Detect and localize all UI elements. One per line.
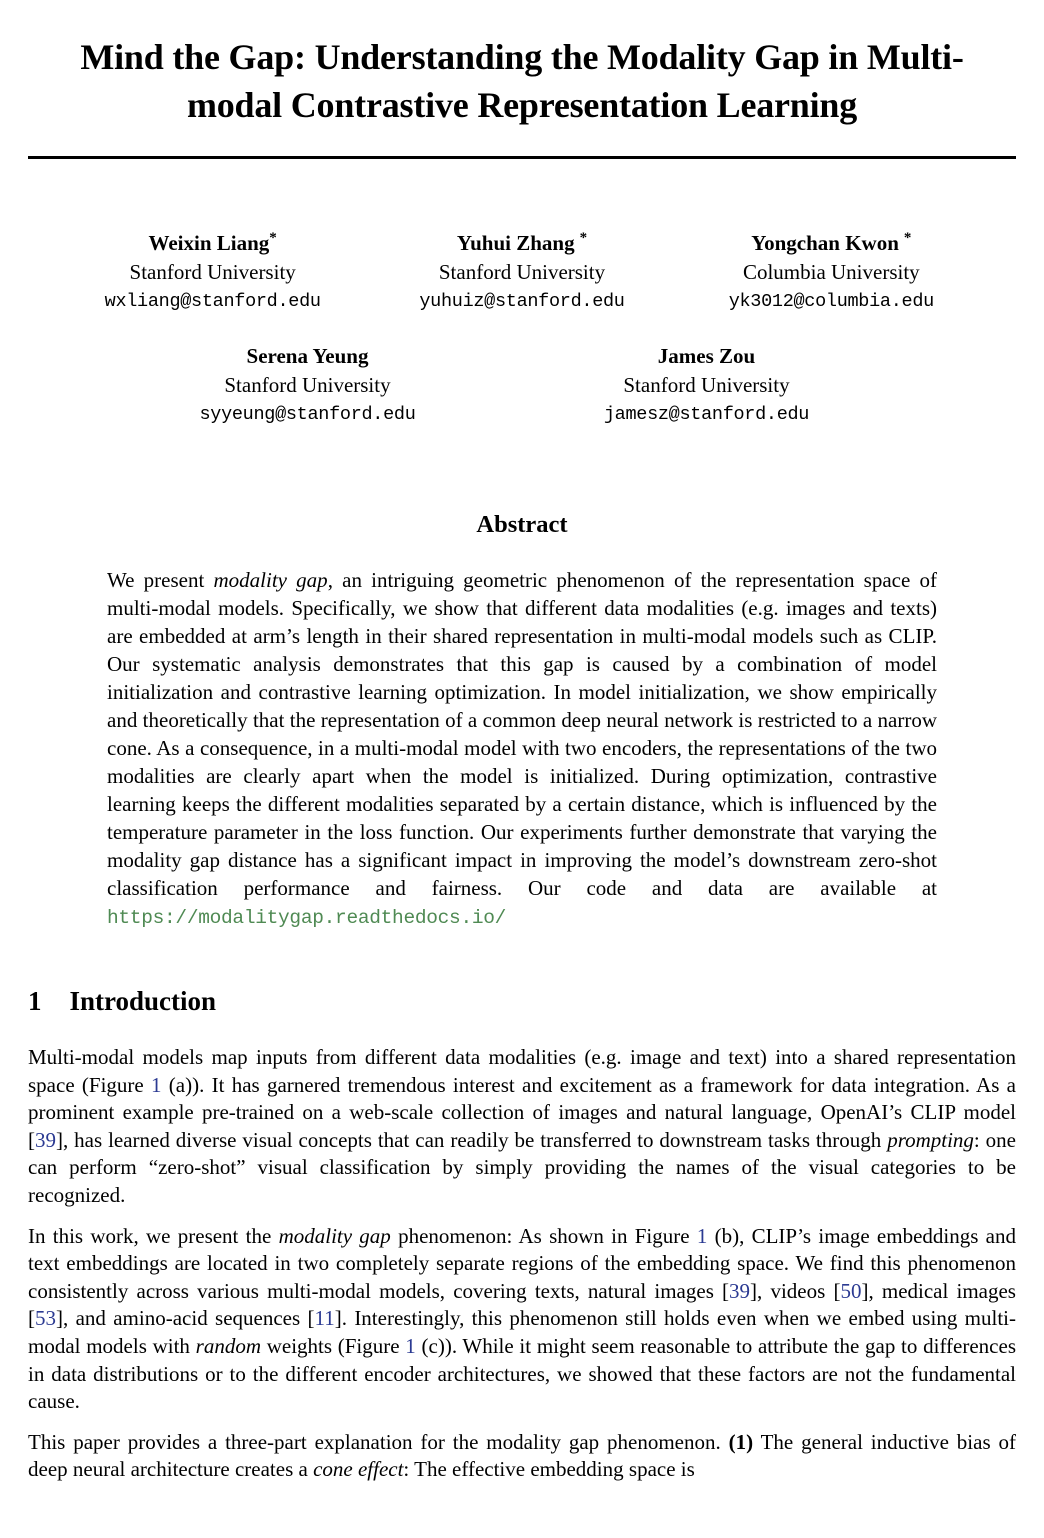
text-run: , an intriguing geometric phenomenon of the representation space of multi-modal models. Specifically, we show that different data modalities (e.g. images and texts) are embedded at arm’s length in their shared representation in multi-modal models such as CLIP. Our systematic analysis demonstrates that this gap is caused by a combination of model initialization and contrastive learning optimization. In model initialization, we show empirically and theoretically that the representation of a common deep neural network is restricted to a narrow cone. As a consequence, in a multi-modal model with two encoders, the representations of the two modalities are clearly apart when the model is initialized. During optimization, contrastive learning keeps the different modalities separated by a certain distance, which is influenced by the temperature parameter in the loss function. Our experiments further demonstrate that varying the modality gap distance has a significant impact in improving the model’s downstream zero-shot classification performance and fairness. Our code and data are available at <box>107 568 937 901</box>
citation-link[interactable]: 50 <box>840 1278 862 1303</box>
text-run: modality gap <box>213 568 328 593</box>
text-run: We present <box>107 568 214 593</box>
citation-link[interactable]: 39 <box>729 1278 751 1303</box>
author-name-text: Yuhui Zhang <box>456 231 575 256</box>
intro-paragraph-3 <box>28 1429 1016 1484</box>
text-run: : The effective embedding space is <box>403 1457 695 1482</box>
text-run: (1) <box>728 1429 754 1454</box>
author-email: yk3012@columbia.edu <box>728 291 934 313</box>
text-run: ], and amino-acid sequences [ <box>56 1306 315 1331</box>
author-affiliation: Stanford University <box>224 373 391 398</box>
author-affiliation: Stanford University <box>623 373 790 398</box>
text-run: The general inductive bias of deep neural architecture creates a <box>28 1429 1016 1482</box>
author-name-text: James Zou <box>657 344 756 369</box>
author-name <box>108 342 507 371</box>
author-footnote-mark: * <box>269 230 277 247</box>
author-name-text: Yongchan Kwon <box>751 231 899 256</box>
author-footnote-mark: * <box>903 230 912 247</box>
author-name-text: Serena Yeung <box>246 344 369 369</box>
author-block <box>677 229 986 316</box>
author-block <box>108 342 507 429</box>
section-number: 1 <box>28 986 42 1017</box>
author-block <box>58 229 367 316</box>
citation-link[interactable]: 53 <box>35 1306 56 1331</box>
text-run: weights (Figure <box>260 1333 406 1358</box>
text-run: cone effect <box>313 1457 404 1482</box>
section-heading-introduction <box>28 986 1016 1017</box>
author-name <box>58 229 367 258</box>
author-email: syyeung@stanford.edu <box>199 404 416 426</box>
authors-row-2 <box>28 342 1016 429</box>
text-run: : one can perform “zero-shot” visual classification by simply providing the names of the visual categories to be recognized. <box>28 1127 1017 1207</box>
text-run: Multi-modal models map inputs from different data modalities (e.g. image and text) into a shared representation space (Figure <box>28 1045 1016 1097</box>
text-run: modality gap <box>278 1223 391 1248</box>
text-run: random <box>195 1333 261 1358</box>
author-affiliation: Stanford University <box>129 260 296 285</box>
author-email: wxliang@stanford.edu <box>104 291 321 313</box>
author-affiliation: Stanford University <box>438 260 606 285</box>
author-footnote-mark: * <box>579 230 588 247</box>
author-block <box>367 229 676 316</box>
text-run: This paper provides a three-part explanation for the modality gap phenomenon. <box>28 1429 729 1454</box>
figure-ref[interactable]: 1 <box>696 1223 708 1248</box>
text-run: ], medical images [ <box>28 1278 1016 1331</box>
section-title: Introduction <box>69 986 217 1017</box>
figure-ref[interactable]: 1 <box>151 1072 162 1097</box>
author-block <box>507 342 906 429</box>
author-email: jamesz@stanford.edu <box>603 404 810 426</box>
text-run: ]. Interestingly, this phenomenon still holds even when we embed using multi-modal models with <box>28 1306 1016 1358</box>
paper-url[interactable]: https://modalitygap.readthedocs.io/ <box>107 907 507 930</box>
author-name <box>507 342 906 371</box>
text-run: (b), CLIP’s image embeddings and text embeddings are located in two completely separate regions of the embedding space. We find this phenomenon consistently across various multi-modal models, covering texts, natural images [ <box>28 1223 1016 1303</box>
abstract-heading: Abstract <box>476 511 568 539</box>
text-run: phenomenon: As shown in Figure <box>390 1223 697 1248</box>
author-name <box>367 229 676 258</box>
text-run: (a)). It has garnered tremendous interest and excitement as a framework for data integration. As a prominent example pre-trained on a web-scale collection of images and natural language, OpenAI’s CLIP model [ <box>28 1072 1016 1152</box>
text-run: In this work, we present the <box>28 1223 279 1248</box>
abstract-body <box>107 566 937 932</box>
figure-ref[interactable]: 1 <box>405 1333 416 1358</box>
author-affiliation: Columbia University <box>742 260 920 285</box>
citation-link[interactable]: 39 <box>35 1127 56 1152</box>
text-run: ], has learned diverse visual concepts that can readily be transferred to downstream tasks through <box>56 1127 888 1152</box>
text-run: prompting <box>887 1127 974 1152</box>
text-run: (c)). While it might seem reasonable to attribute the gap to differences in data distributions or to the different encoder architectures, we showed that these factors are not the fundamental cause. <box>28 1333 1016 1414</box>
intro-paragraph-2 <box>28 1223 1016 1416</box>
author-email: yuhuiz@stanford.edu <box>419 291 625 313</box>
author-name-text: Weixin Liang <box>148 231 270 256</box>
intro-paragraph-1 <box>28 1044 1016 1210</box>
paper-title: Mind the Gap: Understanding the Modality Gap in Multi-modal Contrastive Representation Learning <box>80 37 964 125</box>
author-name <box>677 229 986 258</box>
title-rule <box>28 156 1016 159</box>
text-run: ], videos [ <box>750 1278 841 1303</box>
citation-link[interactable]: 11 <box>314 1306 335 1331</box>
authors-row-1 <box>28 229 1016 316</box>
